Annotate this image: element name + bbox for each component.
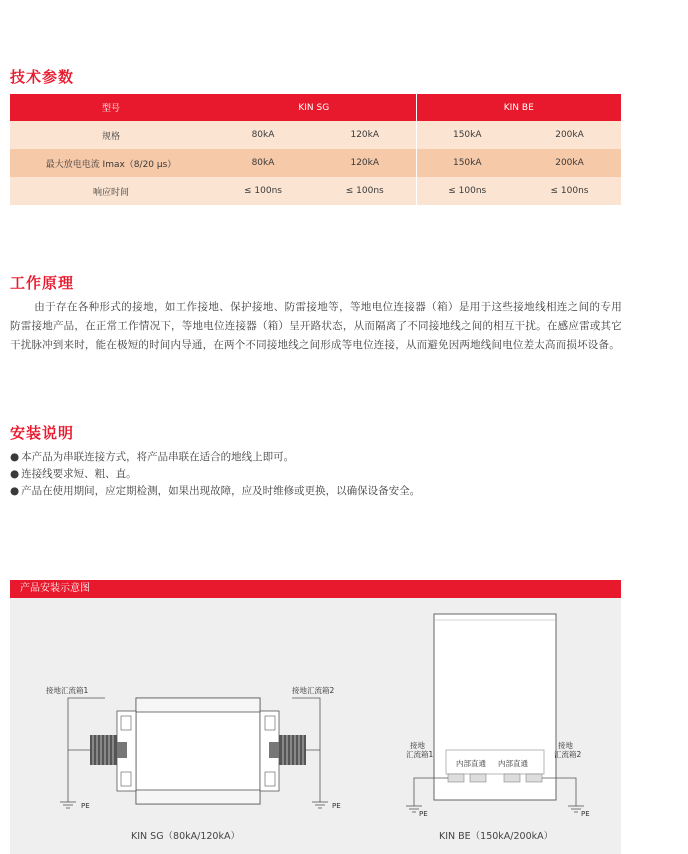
list-item: ● 产品在使用期间，应定期检测，如果出现故障，应及时维修或更换，以确保设备安全。 [10,483,622,500]
table-row [10,121,621,149]
diagram-panel [10,598,621,854]
spec-header-kin-sg: KIN SG [212,94,416,121]
principle-text: 由于存在各种形式的接地，如工作接地、保护接地、防雷接地等，等地电位连接器（箱）是用于这些接地线相连之间的专用防雷接地产品，在正常工作情况下，等地电位连接器（箱）呈开路状态，从而隔离了不同接地线之间的相互干扰。在感应雷或其它干扰脉冲到来时，能在极短的时间内导通，在两个不同接地线之间形成等电位连接，从而避免因两地线间电位差太高而损坏设备。 [10,301,622,351]
cell-value: 200kA [518,121,621,149]
spec-header-kin-be: KIN BE [416,94,621,121]
be-inner-left: 内部直通 [456,759,486,768]
cell-value: 150kA [416,149,518,177]
kin-be-device [434,614,556,800]
list-item: ● 连接线要求短、粗、直。 [10,466,622,483]
install-list [10,449,622,500]
spec-table-header-row [10,94,621,121]
row-label: 响应时间 [10,177,212,205]
cell-value: 80kA [212,121,314,149]
cell-value: 200kA [518,149,621,177]
kin-sg-caption: KIN SG（80kA/120kA） [131,831,240,842]
cell-value: 120kA [314,149,416,177]
principle-paragraph [10,298,622,355]
cell-value: ≤ 100ns [212,177,314,205]
cell-value: ≤ 100ns [518,177,621,205]
diagram-header: 产品安装示意图 [10,580,621,598]
cell-value: ≤ 100ns [416,177,518,205]
sg-right-label: 接地汇流箱2 [292,686,335,695]
be-pe-right: PE [581,810,590,818]
be-right-label-2: 汇流箱2 [554,750,582,759]
be-left-label-2: 汇流箱1 [406,750,434,759]
cell-value: ≤ 100ns [314,177,416,205]
row-label: 最大放电电流 Imax（8/20 μs） [10,149,212,177]
be-right-label-1: 接地 [558,741,573,750]
sg-pe-left: PE [81,802,90,810]
table-row [10,177,621,205]
list-item: ● 本产品为串联连接方式，将产品串联在适合的地线上即可。 [10,449,622,466]
sg-left-label: 接地汇流箱1 [46,686,89,695]
cell-value: 150kA [416,121,518,149]
cell-value: 80kA [212,149,314,177]
sg-pe-right: PE [332,802,341,810]
cell-value: 120kA [314,121,416,149]
kin-sg-device [90,698,306,804]
spec-table [10,94,621,205]
principle-section-title: 工作原理 [10,274,75,292]
spec-section-title: 技术参数 [10,68,75,86]
spec-header-model: 型号 [10,94,212,121]
table-row [10,149,621,177]
be-inner-right: 内部直通 [498,759,528,768]
row-label: 规格 [10,121,212,149]
be-left-label-1: 接地 [410,741,425,750]
install-section-title: 安装说明 [10,424,75,442]
be-pe-left: PE [419,810,428,818]
kin-be-caption: KIN BE（150kA/200kA） [439,831,554,842]
installation-diagram [10,598,621,854]
